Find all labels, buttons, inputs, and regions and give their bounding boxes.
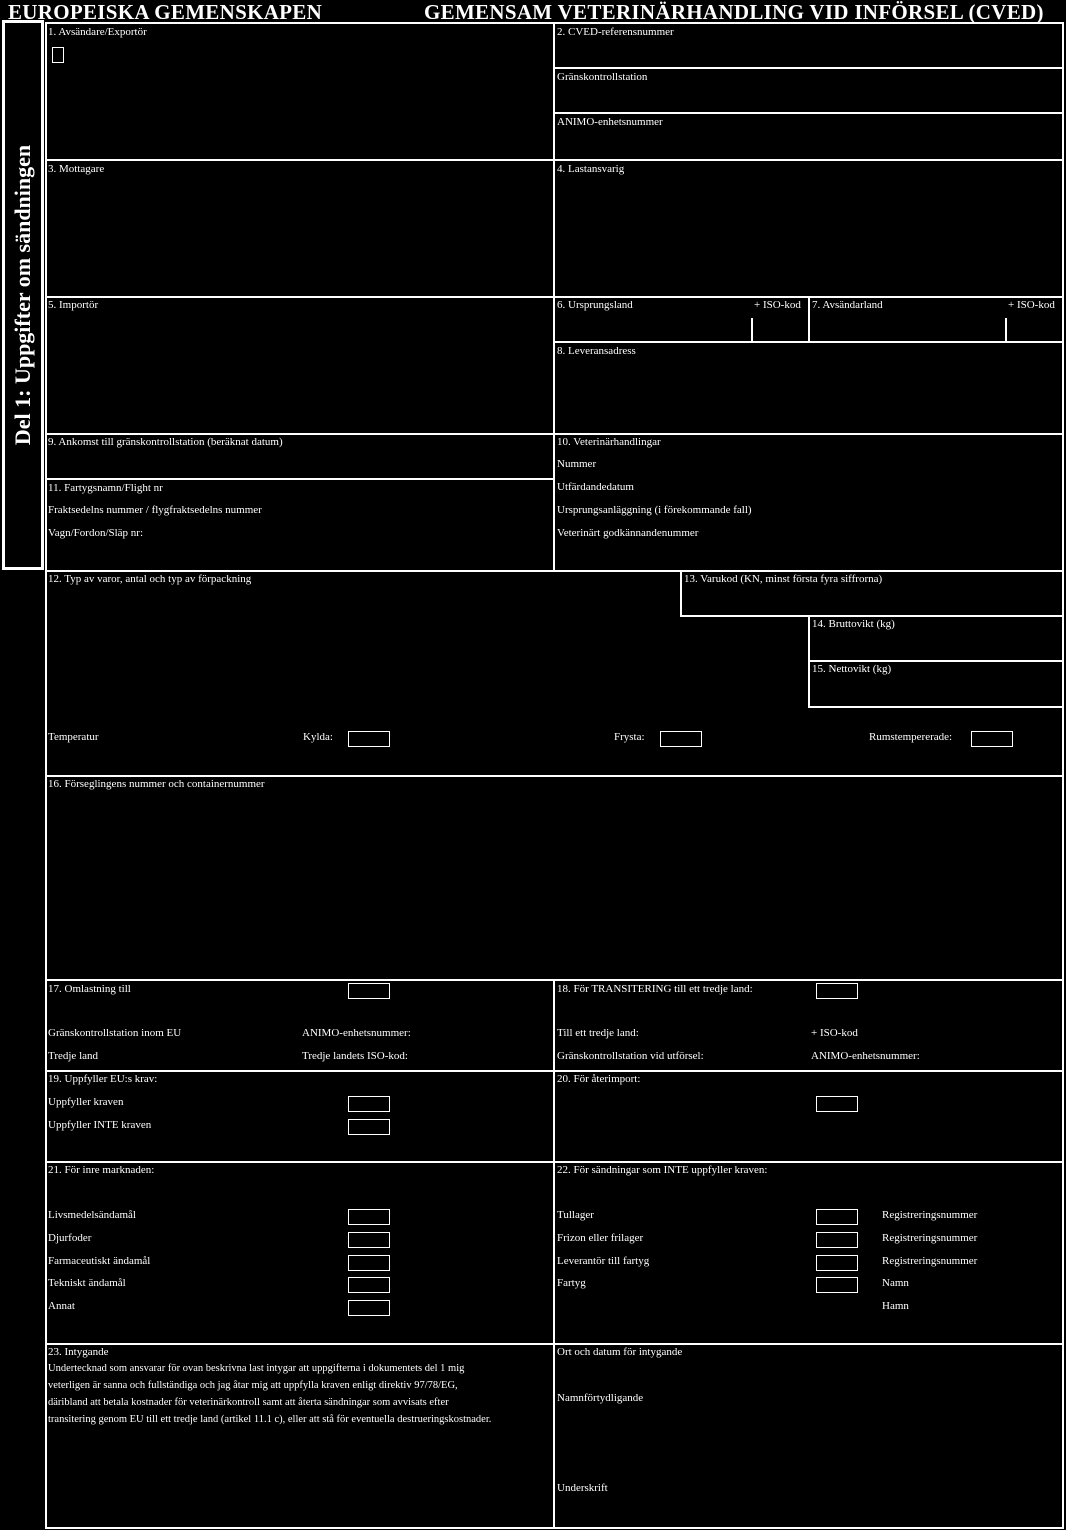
box-11-vehicle: Vagn/Fordon/Släp nr:: [48, 527, 144, 539]
box-18-label: 18. För TRANSITERING till ett tredje land:: [557, 983, 753, 995]
box-23-declaration-text: [48, 1360, 552, 1428]
box-10-approval: Veterinärt godkännandenummer: [557, 527, 699, 539]
place-date-label: Ort och datum för intygande: [557, 1346, 683, 1358]
box-21-internal-market[interactable]: [45, 1161, 555, 1345]
box-18-iso: + ISO-kod: [811, 1027, 858, 1039]
box-6-iso-divider: [751, 318, 753, 342]
box-19-yes-label: Uppfyller kraven: [48, 1096, 124, 1108]
box-22-reg-2: Registreringsnummer: [882, 1232, 978, 1244]
ambient-label: Rumstempererade:: [869, 731, 953, 743]
box-22-freezone-label: Frizon eller frilager: [557, 1232, 644, 1244]
box-4-label: 4. Lastansvarig: [557, 163, 625, 175]
box-1-consignor[interactable]: [45, 22, 555, 161]
box-9-label: 9. Ankomst till gränskontrollstation (beräknat datum): [48, 436, 283, 448]
box-12-label: 12. Typ av varor, antal och typ av förpackning: [48, 573, 252, 585]
box-16-label: 16. Förseglingens nummer och containernummer: [48, 778, 265, 790]
box-8-label: 8. Leveransadress: [557, 345, 636, 357]
box-7-iso-label: + ISO-kod: [1008, 299, 1055, 311]
box-17-third: Tredje land: [48, 1050, 99, 1062]
frozen-label: Frysta:: [614, 731, 645, 743]
box-5-importer[interactable]: [45, 296, 555, 435]
box-14-label: 14. Bruttovikt (kg): [812, 618, 895, 630]
chilled-checkbox[interactable]: [348, 731, 390, 747]
box-10-date: Utfärdandedatum: [557, 481, 634, 493]
box-10-vet-docs[interactable]: [553, 433, 1064, 572]
box-2-label: 2. CVED-referensnummer: [557, 26, 674, 38]
box-11-waybill: Fraktsedelns nummer / flygfraktsedelns nummer: [48, 504, 262, 516]
signature-label: Underskrift: [557, 1482, 608, 1494]
animo-label: ANIMO-enhetsnummer: [557, 116, 663, 128]
box-18-to: Till ett tredje land:: [557, 1027, 639, 1039]
box-19-no-label: Uppfyller INTE kraven: [48, 1119, 152, 1131]
box-10-label: 10. Veterinärhandlingar: [557, 436, 661, 448]
box-10-number: Nummer: [557, 458, 597, 470]
box-21-other-label: Annat: [48, 1300, 75, 1312]
box-20-label: 20. För återimport:: [557, 1073, 641, 1085]
box-22-freezone-checkbox[interactable]: [816, 1232, 858, 1248]
box-22-ship-supplier-checkbox[interactable]: [816, 1255, 858, 1271]
border-post-label: Gränskontrollstation: [557, 71, 648, 83]
form-header-right: GEMENSAM VETERINÄRHANDLING VID INFÖRSEL (CVED): [424, 0, 1044, 24]
box-17-checkbox[interactable]: [348, 983, 390, 999]
box-21-feed-label: Djurfoder: [48, 1232, 92, 1244]
box-21-tech-label: Tekniskt ändamål: [48, 1277, 126, 1289]
box-22-port: Hamn: [882, 1300, 909, 1312]
box-6-iso-label: + ISO-kod: [754, 299, 801, 311]
box-22-customs-checkbox[interactable]: [816, 1209, 858, 1225]
box-22-reg-3: Registreringsnummer: [882, 1255, 978, 1267]
box-18-exit: Gränskontrollstation vid utförsel:: [557, 1050, 704, 1062]
box-20-checkbox[interactable]: [816, 1096, 858, 1112]
box-7-label: 7. Avsändarland: [812, 299, 883, 311]
box-21-food-checkbox[interactable]: [348, 1209, 390, 1225]
chilled-label: Kylda:: [303, 731, 333, 743]
box-10-origin: Ursprungsanläggning (i förekommande fall): [557, 504, 752, 516]
box-21-food-label: Livsmedelsändamål: [48, 1209, 136, 1221]
temperature-label: Temperatur: [48, 731, 99, 743]
box-21-label: 21. För inre marknaden:: [48, 1164, 155, 1176]
box-18-animo: ANIMO-enhetsnummer:: [811, 1050, 920, 1062]
box-15-label: 15. Nettovikt (kg): [812, 663, 892, 675]
name-caps-label: Namnförtydligande: [557, 1392, 644, 1404]
box-22-ship-name: Namn: [882, 1277, 909, 1289]
box-22-customs-label: Tullager: [557, 1209, 594, 1221]
box-23-label: 23. Intygande: [48, 1346, 109, 1358]
box-21-feed-checkbox[interactable]: [348, 1232, 390, 1248]
box-19-no-checkbox[interactable]: [348, 1119, 390, 1135]
box-4-person-responsible[interactable]: [553, 159, 1064, 298]
declaration-line-3: däribland att betala kostnader för veterinärkontroll samt att återta sändningar som avvisats efter: [48, 1397, 449, 1408]
declaration-line-4: transitering genom EU till ett tredje land (artikel 11.1 c), eller att stå för eventuella destrueringskostnader.: [48, 1414, 492, 1425]
box-22-ship-label: Fartyg: [557, 1277, 586, 1289]
box-21-pharma-label: Farmaceutiskt ändamål: [48, 1255, 151, 1267]
box-22-label: 22. För sändningar som INTE uppfyller kraven:: [557, 1164, 768, 1176]
declaration-line-1: Undertecknad som ansvarar för ovan beskrivna last intygar att uppgifterna i dokumentets del 1 mig: [48, 1363, 465, 1374]
box-19-label: 19. Uppfyller EU:s krav:: [48, 1073, 158, 1085]
box-1-square: [52, 47, 64, 63]
box-5-label: 5. Importör: [48, 299, 99, 311]
frozen-checkbox[interactable]: [660, 731, 702, 747]
box-3-consignee[interactable]: [45, 159, 555, 298]
box-16-seal-container[interactable]: [45, 775, 1064, 981]
box-7-iso-divider: [1005, 318, 1007, 342]
box-17-label: 17. Omlastning till: [48, 983, 131, 995]
ambient-checkbox[interactable]: [971, 731, 1013, 747]
box-13-label: 13. Varukod (KN, minst första fyra siffrorna): [684, 573, 883, 585]
box-17-animo: ANIMO-enhetsnummer:: [302, 1027, 411, 1039]
box-1-label: 1. Avsändare/Exportör: [48, 26, 147, 38]
side-label: Del 1: Uppgifter om sändningen: [10, 144, 35, 446]
box-17-iso: Tredje landets ISO-kod:: [302, 1050, 408, 1062]
box-3-label: 3. Mottagare: [48, 163, 105, 175]
box-22-ship-supplier-label: Leverantör till fartyg: [557, 1255, 650, 1267]
signature-area[interactable]: [553, 1343, 1064, 1529]
box-18-checkbox[interactable]: [816, 983, 858, 999]
box-21-pharma-checkbox[interactable]: [348, 1255, 390, 1271]
box-22-ship-checkbox[interactable]: [816, 1277, 858, 1293]
declaration-line-2: veterligen är sanna och fullständiga och jag åtar mig att uppfylla kraven enligt direktiv 97/78/EG,: [48, 1380, 458, 1391]
box-22-reg-1: Registreringsnummer: [882, 1209, 978, 1221]
form-header-left: EUROPEISKA GEMENSKAPEN: [8, 0, 323, 24]
box-21-other-checkbox[interactable]: [348, 1300, 390, 1316]
box-19-yes-checkbox[interactable]: [348, 1096, 390, 1112]
box-21-tech-checkbox[interactable]: [348, 1277, 390, 1293]
box-22-non-conforming[interactable]: [553, 1161, 1064, 1345]
box-11-label: 11. Fartygsnamn/Flight nr: [48, 482, 163, 494]
box-6-label: 6. Ursprungsland: [557, 299, 633, 311]
box-17-bip: Gränskontrollstation inom EU: [48, 1027, 182, 1039]
